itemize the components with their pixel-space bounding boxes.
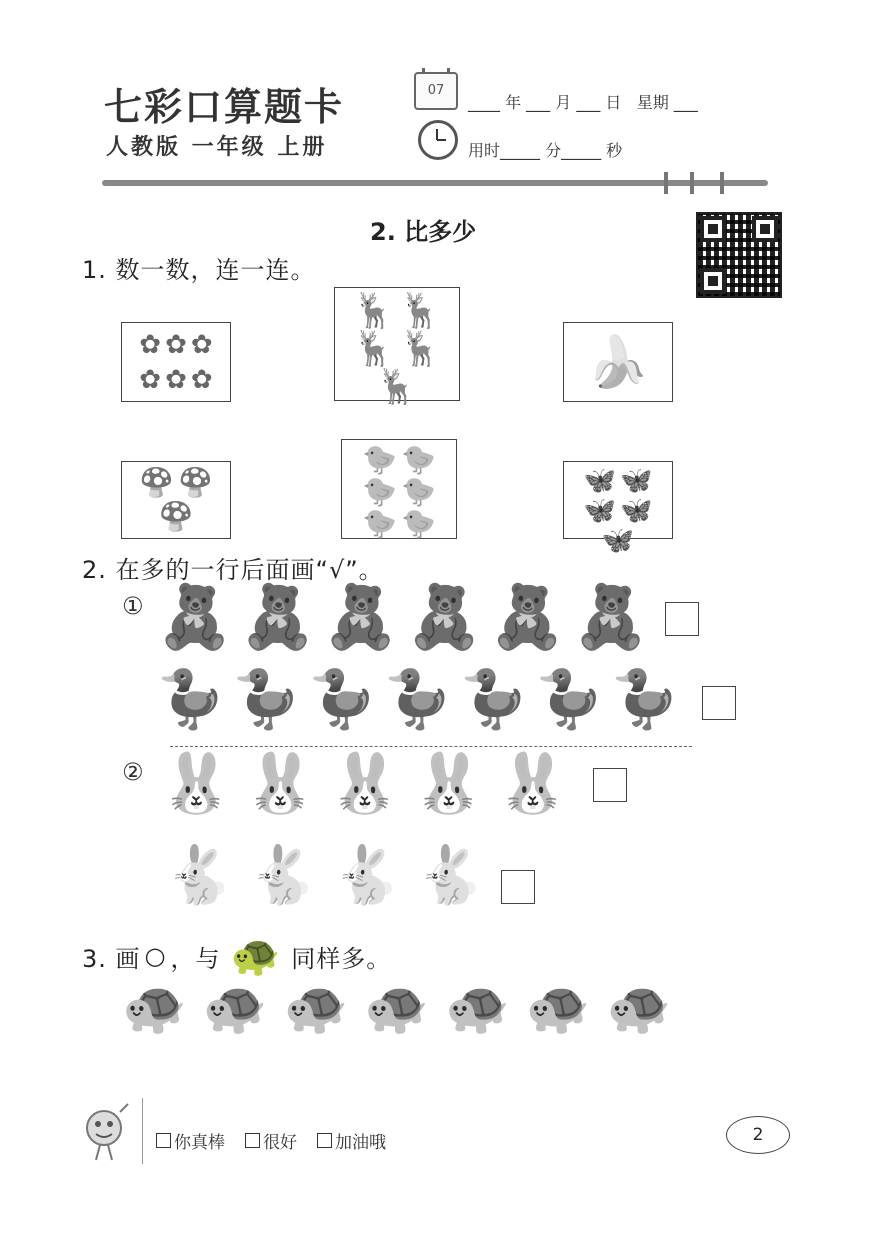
chick-icon: 🐤 bbox=[362, 507, 397, 540]
bunny-icon: 🐇 bbox=[331, 843, 402, 908]
mascot-icon bbox=[80, 1102, 136, 1162]
duck-icon: 🦆 bbox=[610, 667, 681, 732]
mushroom-icon: 🍄 bbox=[158, 500, 194, 533]
part1-label: ① bbox=[122, 592, 144, 620]
picture-card-butterflies[interactable] bbox=[563, 461, 673, 556]
picture-card-mushrooms[interactable] bbox=[121, 461, 231, 539]
flower-icon: ✿ bbox=[165, 329, 187, 360]
turtle-icon: 🐢 bbox=[364, 978, 429, 1038]
duck-icon: 🦆 bbox=[307, 667, 378, 732]
lesson-title: 2. 比多少 bbox=[370, 218, 477, 246]
bunny-icon: 🐇 bbox=[247, 843, 318, 908]
rabbit-icon: 🐰 bbox=[328, 749, 401, 817]
chick-icon: 🐤 bbox=[401, 475, 436, 508]
bunny-row bbox=[164, 843, 535, 908]
butterfly-icon: 🦋 bbox=[583, 466, 616, 496]
bear-icon: 🧸 bbox=[239, 580, 317, 653]
duck-icon: 🦆 bbox=[383, 667, 453, 732]
bear-row bbox=[156, 580, 699, 653]
rating-option[interactable] bbox=[245, 1128, 297, 1153]
self-rating-options bbox=[156, 1128, 386, 1153]
rabbit-row bbox=[160, 749, 627, 817]
rabbit-row-checkbox[interactable] bbox=[593, 768, 627, 802]
q3-prompt bbox=[82, 933, 392, 979]
turtle-row bbox=[122, 978, 672, 1038]
butterfly-icon: 🦋 bbox=[601, 526, 635, 556]
butterfly-icon: 🦋 bbox=[620, 466, 653, 496]
q3-prompt-post: 同样多。 bbox=[291, 944, 392, 973]
deer-icon: 🦌 bbox=[375, 367, 419, 407]
picture-card-chicks[interactable] bbox=[341, 439, 457, 539]
bear-row-checkbox[interactable] bbox=[665, 602, 699, 636]
turtle-icon: 🐢 bbox=[525, 978, 591, 1038]
divider-tick bbox=[720, 172, 724, 194]
rabbit-icon: 🐰 bbox=[496, 749, 570, 817]
circle-symbol: ○ bbox=[144, 942, 167, 970]
rating-option-label: 你真棒 bbox=[174, 1133, 225, 1153]
calendar-day: 07 bbox=[427, 83, 445, 98]
duck-row-checkbox[interactable] bbox=[702, 686, 736, 720]
deer-icon: 🦌 bbox=[352, 291, 395, 331]
time-fields[interactable]: 用时_____ 分_____ 秒 bbox=[468, 141, 623, 160]
page-number: 2 bbox=[726, 1116, 790, 1154]
chick-icon: 🐤 bbox=[401, 443, 436, 476]
bunny-row-checkbox[interactable] bbox=[501, 870, 535, 904]
chick-icon: 🐤 bbox=[401, 507, 436, 540]
q3-prompt-pre: 3. 画 bbox=[82, 944, 141, 973]
rating-option[interactable] bbox=[156, 1128, 225, 1153]
checkbox-icon[interactable] bbox=[156, 1133, 171, 1148]
brand-title: 七彩口算题卡 bbox=[104, 84, 345, 129]
flower-icon: ✿ bbox=[190, 329, 213, 360]
banana-icon: 🍌 bbox=[586, 333, 650, 391]
dashed-divider bbox=[170, 746, 692, 747]
turtle-icon: 🐢 bbox=[122, 978, 187, 1038]
butterfly-icon: 🦋 bbox=[620, 496, 653, 526]
flower-icon: ✿ bbox=[165, 364, 187, 395]
edition-label: 人教版 一年级 上册 bbox=[106, 135, 328, 160]
date-fields[interactable]: ____ 年 ___ 月 ___ 日 星期 ___ bbox=[468, 93, 698, 112]
mushroom-icon: 🍄 bbox=[178, 466, 213, 499]
flower-icon: ✿ bbox=[139, 364, 162, 395]
butterfly-icon: 🦋 bbox=[583, 496, 616, 526]
picture-card-flowers[interactable] bbox=[121, 322, 231, 402]
deer-icon: 🦌 bbox=[399, 329, 442, 369]
flower-icon: ✿ bbox=[190, 364, 213, 395]
deer-icon: 🦌 bbox=[399, 291, 442, 331]
bear-icon: 🧸 bbox=[322, 580, 400, 653]
picture-card-banana[interactable] bbox=[563, 322, 673, 402]
bear-icon: 🧸 bbox=[488, 580, 567, 653]
bunny-icon: 🐇 bbox=[164, 843, 234, 908]
bear-icon: 🧸 bbox=[405, 580, 483, 653]
bear-icon: 🧸 bbox=[156, 580, 234, 653]
duck-icon: 🦆 bbox=[458, 667, 529, 732]
clock-icon bbox=[418, 120, 458, 160]
q2-prompt: 2. 在多的一行后面画“√”。 bbox=[82, 556, 384, 584]
rabbit-icon: 🐰 bbox=[160, 749, 233, 817]
rating-option-label: 加油哦 bbox=[335, 1133, 386, 1153]
rabbit-icon: 🐰 bbox=[412, 749, 485, 817]
duck-icon: 🦆 bbox=[231, 667, 302, 732]
calendar-icon bbox=[414, 72, 458, 110]
bear-icon: 🧸 bbox=[572, 580, 650, 653]
divider-tick bbox=[690, 172, 694, 194]
rating-option-label: 很好 bbox=[263, 1133, 297, 1153]
turtle-icon: 🐢 bbox=[445, 978, 510, 1038]
header-divider bbox=[102, 180, 768, 186]
checkbox-icon[interactable] bbox=[317, 1133, 332, 1148]
rating-option[interactable] bbox=[317, 1128, 386, 1153]
duck-row bbox=[156, 667, 736, 732]
turtle-icon: 🐢 bbox=[606, 978, 672, 1038]
divider-tick bbox=[664, 172, 668, 194]
bunny-icon: 🐇 bbox=[415, 843, 485, 908]
turtle-icon: 🐢 bbox=[202, 978, 268, 1038]
chick-icon: 🐤 bbox=[362, 475, 397, 508]
rabbit-icon: 🐰 bbox=[244, 749, 317, 817]
chick-icon: 🐤 bbox=[362, 443, 397, 476]
qr-code[interactable] bbox=[696, 212, 782, 298]
duck-icon: 🦆 bbox=[156, 667, 226, 732]
turtle-icon: 🐢 bbox=[283, 978, 349, 1038]
deer-icon: 🦌 bbox=[352, 329, 395, 369]
footer-divider bbox=[142, 1098, 143, 1164]
q3-prompt-mid: ，与 bbox=[170, 944, 221, 973]
flower-icon: ✿ bbox=[139, 329, 162, 360]
checkbox-icon[interactable] bbox=[245, 1133, 260, 1148]
duck-icon: 🦆 bbox=[534, 667, 605, 732]
turtle-icon: 🐢 bbox=[230, 933, 282, 979]
part2-label: ② bbox=[122, 758, 144, 786]
mushroom-icon: 🍄 bbox=[139, 466, 174, 499]
picture-card-deer[interactable] bbox=[334, 287, 460, 407]
q1-prompt: 1. 数一数，连一连。 bbox=[82, 256, 316, 284]
